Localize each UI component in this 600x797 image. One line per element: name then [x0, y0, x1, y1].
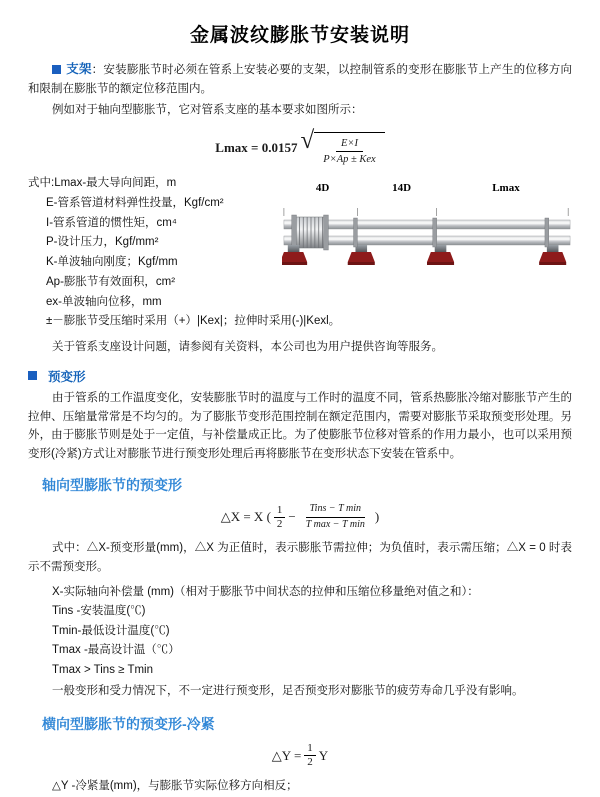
list-item: Tins -安装温度(℃)	[52, 605, 146, 618]
list-item: Tmax -最高设计温（℃）	[52, 644, 180, 657]
list-item: ex-单波轴向位移，mm	[46, 295, 162, 308]
formula-lmax-lhs: Lmax = 0.0157	[215, 140, 298, 155]
subsection-lateral-title: 横向型膨胀节的预变形-冷紧	[42, 715, 215, 732]
list-item: X-实际轴向补偿量 (mm)（相对于膨胀节中间状态的拉伸和压缩位移量绝对值之和）：	[52, 585, 479, 598]
formula-axial-minus: −	[288, 509, 296, 525]
list-item: Tmin-最低设计温度(℃)	[52, 624, 170, 637]
list-item: K-单波轴向刚度；Kgf/mm	[46, 256, 178, 269]
figure-dimensions	[282, 182, 572, 194]
formula-lateral-rhs: Y	[318, 747, 329, 763]
page-title: 金属波纹膨胀节安装说明	[189, 25, 410, 46]
formula-axial-half: $\frac{1}{2}$	[274, 504, 286, 531]
section-predeform-heading	[28, 367, 572, 385]
support-design-note: 关于管系支座设计问题，请参阅有关资料，本公司也为用户提供咨询等服务。	[52, 341, 443, 354]
dimension-lmax: Lmax	[492, 182, 520, 195]
list-item: Ap-膨胀节有效面积，cm²	[46, 275, 176, 288]
legend-and-figure-row	[28, 174, 572, 312]
formula-axial-rhs: )	[374, 509, 380, 525]
blue-square-icon	[28, 371, 37, 380]
axial-note: 一般变形和受力情况下，不一定进行预变形，足否预变形对膨胀节的疲劳寿命几乎没有影响。	[52, 685, 524, 698]
section-bracket-colon: ：	[91, 64, 104, 76]
formula-axial-explain: 式中：△X-预变形量(mm)，△X 为正值时，表示膨胀节需拉伸；为负值时，表示需压缩；△X = 0 时表示不需预变形。	[28, 542, 572, 573]
list-item-sign-note: ±－膨胀节受压缩时采用（+）|Kex|；拉伸时采用(-)|Kexl。	[46, 315, 341, 328]
section-predeform-title: 预变形	[48, 369, 86, 384]
section-bracket-heading: 支架	[66, 62, 92, 76]
axial-definitions	[28, 583, 572, 681]
legend-block	[28, 174, 278, 312]
formula-axial-fraction: $\frac{\text{Tins − T min}}{\text{T max − T min}}$	[305, 503, 365, 530]
formula-lmax-denominator: P×Ap ± Kex	[323, 154, 376, 165]
section-bracket-intro	[28, 59, 572, 98]
dimension-14d: 14D	[392, 182, 412, 195]
lateral-note: △Y -冷紧量(mm)，与膨胀节实际位移方向相反；	[52, 780, 298, 793]
formula-lmax	[28, 126, 572, 166]
blue-square-icon	[52, 65, 61, 74]
formula-lateral	[28, 742, 572, 769]
formula-axial-lhs: △X = X (	[220, 509, 271, 525]
pipe-system-diagram	[282, 196, 572, 274]
dimension-4d: 4D	[315, 182, 330, 195]
list-item: P-设计压力，Kgf/mm²	[46, 236, 159, 249]
formula-axial	[28, 503, 572, 531]
formula-lateral-lhs: △Y =	[271, 747, 302, 763]
section-predeform-body: 由于管系的工作温度变化，安装膨胀节时的温度与工作时的温度不同，管系热膨胀冷缩对膨胀节产生的拉伸、压缩量常常是不均匀的。为了膨胀节变形范围控制在额定范围内，需要对膨胀节采取预变形处理。另外，由于膨胀节则是处于一定值，与补偿量成正比。为了使膨胀节位移对管系的作用力最小，也可以采用预变形(冷紧)方式让对膨胀节进行预变形处理后再将膨胀节在变形状态下安装在管系中。	[28, 391, 572, 460]
subsection-axial-title: 轴向型膨胀节的预变形	[42, 477, 182, 494]
sqrt-symbol-icon: √ $\frac{E\times I}{\text{P×Ap ± Kex}}$	[300, 130, 384, 166]
list-item: E-管系管道材料弹性投量，Kgf/cm²	[46, 196, 224, 209]
section-bracket-body: 安装膨胀节时必须在管系上安装必要的支架，以控制管系的变形在膨胀节上产生的位移方向和限制在膨胀节的额定位移范围内。	[28, 64, 573, 95]
list-item: 式中:Lmax-最大导向间距，m	[28, 177, 177, 190]
list-item: I-管系管道的惯性矩，cm⁴	[46, 216, 177, 229]
figure-block	[282, 174, 572, 274]
formula-lmax-numerator: E×I	[336, 137, 363, 152]
list-item: Tmax > Tins ≥ Tmin	[52, 663, 153, 676]
formula-lateral-half: $\frac{1}{2}$	[304, 742, 316, 769]
section-bracket-intro2: 例如对于轴向型膨胀节，它对管系支座的基本要求如图所示：	[52, 104, 363, 117]
